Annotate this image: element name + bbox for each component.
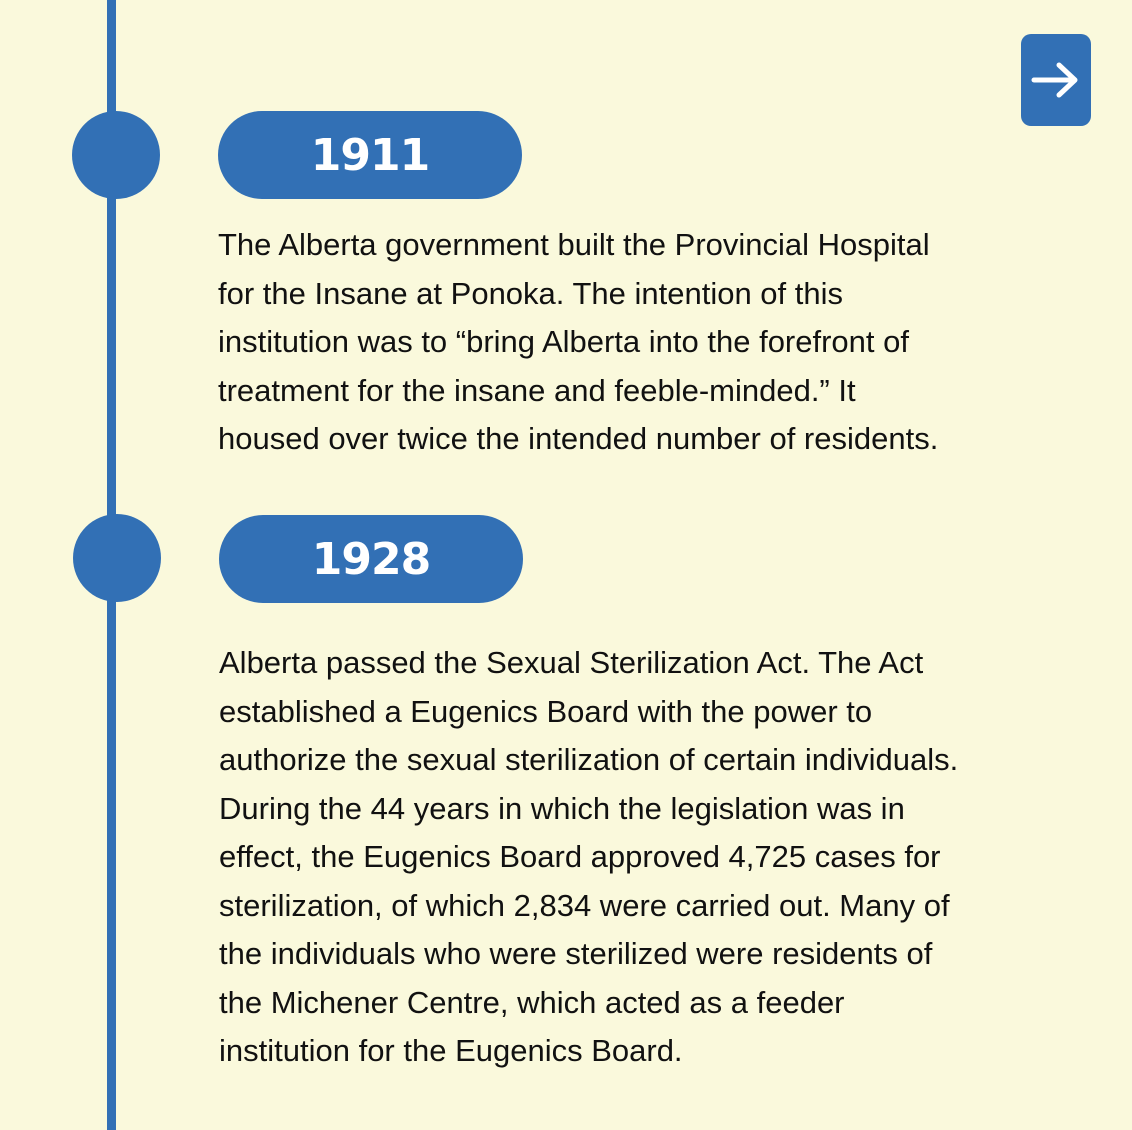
entry-text-1911: The Alberta government built the Provincial Hospital for the Insane at Ponoka. The intention of this institution was to “bring Alberta into the forefront of treatment for the insane and feeble-minded.” It housed over twice the intended number of residents. xyxy=(218,227,939,456)
arrow-right-icon xyxy=(1028,56,1084,104)
year-badge-1928 xyxy=(219,515,523,603)
timeline-dot-1928 xyxy=(73,514,161,602)
next-button[interactable] xyxy=(1021,34,1091,126)
year-label: 1911 xyxy=(310,129,430,181)
timeline-dot-1911 xyxy=(72,111,160,199)
entry-text-1928: Alberta passed the Sexual Sterilization Act. The Act established a Eugenics Board with the power to authorize the sexual sterilization of certain individuals. During the 44 years in which the legislation was in effect, the Eugenics Board approved 4,725 cases for sterilization, of which 2,834 were carried out. Many of the individuals who were sterilized were residents of the Michener Centre, which acted as a feeder institution for the Eugenics Board. xyxy=(219,645,959,1068)
year-label: 1928 xyxy=(311,533,431,585)
year-badge-1911 xyxy=(218,111,522,199)
